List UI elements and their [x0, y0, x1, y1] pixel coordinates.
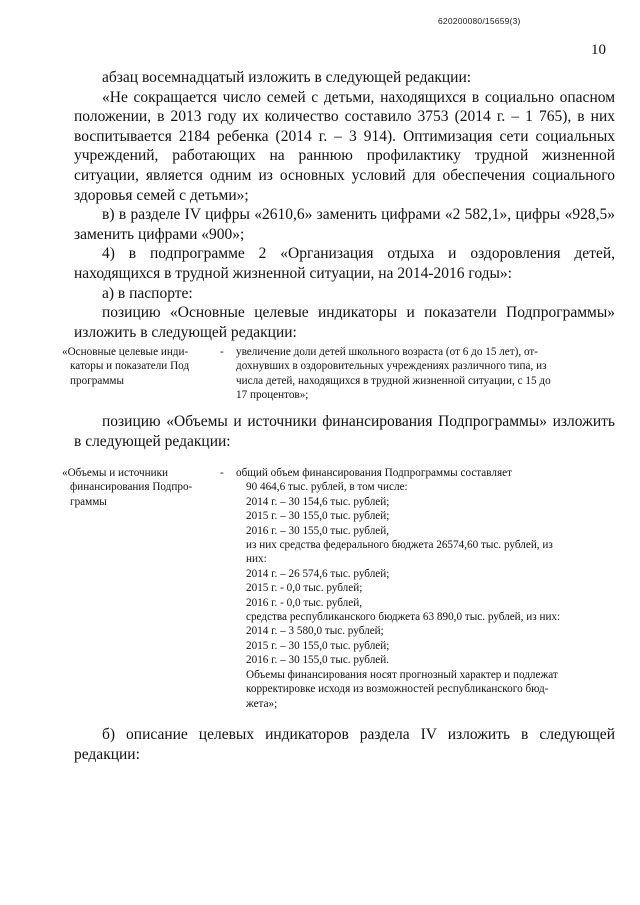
indicators-value	[236, 345, 612, 403]
financing-value-line: 2014 г. – 26 574,6 тыс. рублей;	[246, 567, 390, 580]
indicators-table	[62, 345, 612, 403]
financing-dash: -	[220, 467, 224, 479]
financing-value-line: жета»;	[246, 697, 278, 710]
financing-value-line: них:	[246, 553, 267, 566]
financing-label-line: финансирования Подпро-	[70, 481, 193, 494]
paragraph-3: в) в разделе IV цифры «2610,6» заменить цифрами «2 582,1», цифры «928,5» заменить цифрами «900»;	[74, 206, 615, 243]
paragraph-1: абзац восемнадцатый изложить в следующей редакции:	[102, 69, 472, 86]
indicators-label-line: каторы и показатели Под	[70, 360, 190, 373]
financing-value-line: 2015 г. – 30 155,0 тыс. рублей;	[246, 639, 390, 652]
indicators-dash: -	[220, 346, 224, 358]
financing-label	[62, 466, 220, 711]
financing-value-line: общий объем финансирования Подпрограммы составляет	[236, 467, 512, 479]
paragraph-2: «Не сокращается число семей с детьми, находящихся в социально опасном положении, в 2013 году их количество составило 3753 (2014 г. – 1 765), в них воспитывается 2184 ребенка (2014 г. – 3 914). Оптимизация сети социальных учреждений, работающих на раннюю профилактику трудной жизненной ситуации, является одним из основных условий для обеспечения социального здоровья семей с детьми»;	[74, 88, 615, 204]
indicators-value-line: 17 процентов»;	[236, 389, 309, 402]
financing-value-line: корректировке исходя из возможностей республиканского бюд-	[246, 683, 549, 696]
indicators-label-line: программы	[70, 374, 124, 387]
indicators-value-line: числа детей, находящихся в трудной жизненной ситуации, с 15 до	[236, 374, 551, 387]
financing-value-line: 90 464,6 тыс. рублей, в том числе:	[246, 481, 408, 494]
paragraph-5: а) в паспорте:	[102, 284, 193, 302]
financing-value-line: 2015 г. - 0,0 тыс. рублей;	[246, 582, 363, 595]
financing-value-line: 2016 г. - 0,0 тыс. рублей,	[246, 596, 362, 609]
financing-value-line: 2014 г. – 3 580,0 тыс. рублей;	[246, 625, 384, 638]
financing-value-line: 2014 г. – 30 154,6 тыс. рублей;	[246, 495, 390, 508]
document-id: 620200080/15659(3)	[438, 16, 521, 26]
body-text	[74, 68, 615, 342]
financing-value-line: 2016 г. – 30 155,0 тыс. рублей.	[246, 654, 390, 667]
financing-value	[236, 466, 612, 711]
financing-value-line: 2016 г. – 30 155,0 тыс. рублей,	[246, 524, 390, 537]
financing-label-line: «Объемы и источники	[62, 467, 169, 479]
page-number: 10	[591, 42, 606, 58]
middle-text	[74, 412, 615, 451]
indicators-value-line: увеличение доли детей школьного возраста (от 6 до 15 лет), от-	[236, 346, 539, 358]
bottom-text	[74, 725, 615, 764]
financing-value-line: средства республиканского бюджета 63 890,0 тыс. рублей, из них:	[246, 611, 561, 624]
indicators-label-line: «Основные целевые инди-	[62, 346, 189, 358]
financing-value-line: из них средства федерального бюджета 26574,60 тыс. рублей, из	[246, 539, 553, 552]
indicators-label	[62, 345, 220, 403]
financing-label-line: граммы	[70, 495, 107, 508]
financing-value-line: 2015 г. – 30 155,0 тыс. рублей;	[246, 510, 390, 523]
financing-table	[62, 466, 612, 711]
financing-value-line: Объемы финансирования носят прогнозный характер и подлежат	[246, 668, 558, 681]
paragraph-6: позицию «Основные целевые индикаторы и показатели Подпрограммы» изложить в следующей редакции:	[74, 304, 615, 341]
paragraph-4: 4) в подпрограмме 2 «Организация отдыха и оздоровления детей, находящихся в трудной жизненной ситуации, на 2014-2016 годы»:	[74, 245, 615, 282]
paragraph-middle: позицию «Объемы и источники финансирования Подпрограммы» изложить в следующей редакции:	[74, 413, 615, 450]
paragraph-bottom: б) описание целевых индикаторов раздела IV изложить в следующей редакции:	[74, 726, 615, 763]
indicators-value-line: дохнувших в оздоровительных учреждениях различного типа, из	[236, 360, 547, 373]
